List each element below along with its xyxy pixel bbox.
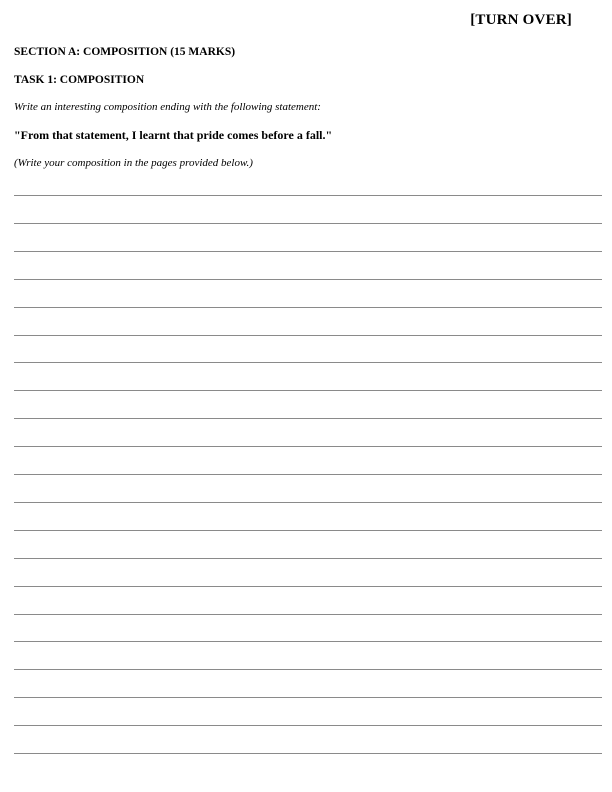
writing-line[interactable] (14, 390, 602, 391)
writing-line[interactable] (14, 474, 602, 475)
writing-lines-area[interactable] (14, 0, 602, 792)
writing-line[interactable] (14, 586, 602, 587)
writing-line[interactable] (14, 307, 602, 308)
writing-line[interactable] (14, 669, 602, 670)
writing-line[interactable] (14, 251, 602, 252)
writing-line[interactable] (14, 502, 602, 503)
writing-line[interactable] (14, 753, 602, 754)
writing-line[interactable] (14, 446, 602, 447)
writing-line[interactable] (14, 418, 602, 419)
writing-line[interactable] (14, 335, 602, 336)
writing-line[interactable] (14, 697, 602, 698)
task-title: TASK 1: COMPOSITION (14, 74, 145, 86)
section-title: SECTION A: COMPOSITION (15 MARKS) (14, 46, 236, 58)
writing-line[interactable] (14, 725, 602, 726)
writing-line[interactable] (14, 279, 602, 280)
task-instruction: Write an interesting composition ending with the following statement: (14, 101, 321, 113)
writing-line[interactable] (14, 558, 602, 559)
writing-line[interactable] (14, 614, 602, 615)
writing-line[interactable] (14, 530, 602, 531)
writing-line[interactable] (14, 362, 602, 363)
turn-over-label: [TURN OVER] (470, 12, 572, 28)
ending-statement: "From that statement, I learnt that pride comes before a fall." (14, 128, 333, 142)
writing-line[interactable] (14, 195, 602, 196)
writing-line[interactable] (14, 223, 602, 224)
writing-note: (Write your composition in the pages provided below.) (14, 157, 253, 169)
writing-line[interactable] (14, 641, 602, 642)
